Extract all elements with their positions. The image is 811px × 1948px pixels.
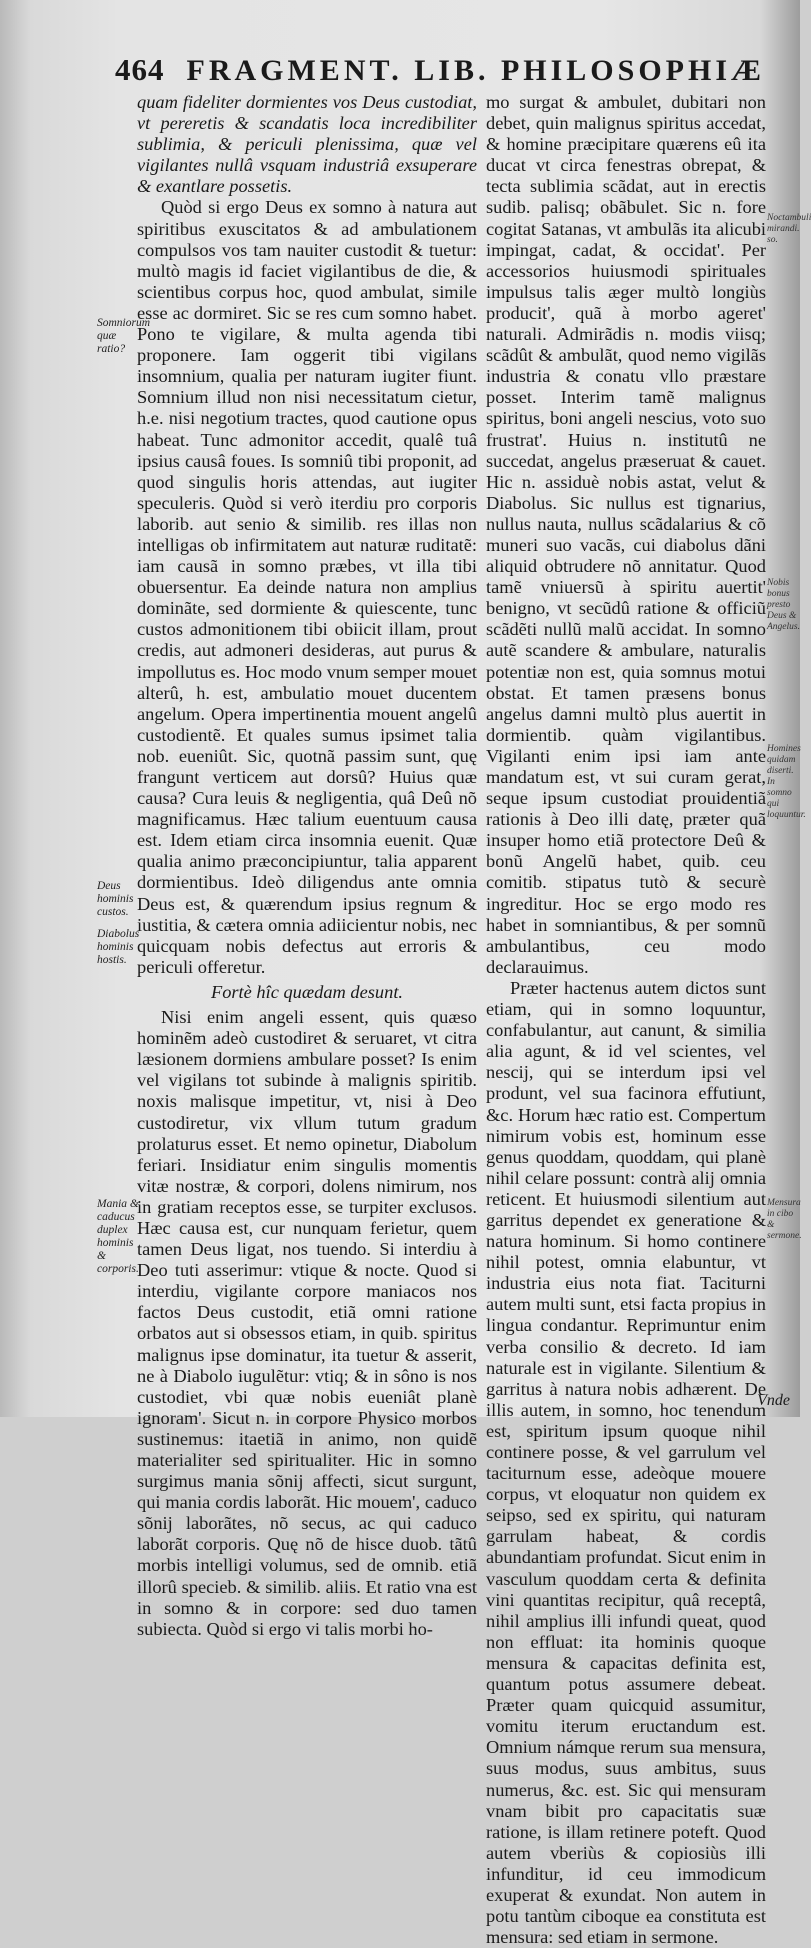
margin-note-homines-diserti: Homines quidam diserti. In somno qui loquuntur. xyxy=(767,744,806,820)
margin-note-diabolus-hostis: Diabolus hominis hostis. xyxy=(97,928,140,966)
right-text-column xyxy=(486,92,766,1948)
paragraph: quam fideliter dormientes vos Deus custodiat, vt pereretis & scandatis loca incredibiliter sublimia, & periculi plenissima, quæ vel vigilantes nullâ vsquam industriâ exsuperare & exantlare possetis. xyxy=(137,92,477,197)
margin-note-noctambuli: Noctambuli mirandi. so. xyxy=(767,213,811,245)
margin-note-mania: Mania & caducus duplex hominis & corporis. xyxy=(97,1198,139,1275)
margin-note-somniorum: Somniorum quæ ratio? xyxy=(97,317,151,355)
catchword: Vnde xyxy=(757,1392,790,1409)
paragraph: Præter hactenus autem dictos sunt etiam, qui in somno loquuntur, confabulantur, aut canunt, & similia alia agunt, & id vel scientes, vel nescij, qui se interdum ipsi vel produnt, vel sua facinora effutiunt, &c. Horum hæc ratio est. Compertum nimirum vobis est, hominum esse genus quoddam, quoddam, qui planè nihil celare possunt: contrà alij omnia reticent. Et huiusmodi silentium aut garritus dependet ex generatione & natura hominum. Si homo continere nihil potest, omnia elabuntur, vt industria eius nota fiat. Taciturni autem multi sunt, etsi facta propius in lingua condantur. Reprimuntur enim verba consilio & decreto. Id iam naturale est in vigilante. Silentium & garritus à natura nobis adhærent. De illis autem, in somno, hoc tenendum est, spiritum ipsum quoque nihil continere posse, & vel garrulum vel taciturnum esse, adeòque mouere corpus, vt eloquatur non quidem ex seipso, sed ex spiritu, qui naturam garrulam habeat, & cordis abundantiam profundat. Sicut enim in vasculum quoddam certa & definita vini quantitas recipitur, quâ receptâ, nihil amplius illi infundi queat, quod non effluat: ita hominis quoque mensura & capacitas definita est, quantum potus assumere debeat. Præter quam quicquid assumitur, vomitu iterum eructandum est. Omnium námque rerum sua mensura, suus modus, suus ambitus, suus numerus, &c. est. Sic qui mensuram vnam bibit pro capacitatis suæ ratione, is illam retinere poteft. Quod autem vberiùs & copiosiùs illi infunditur, id ceu immodicum exuperat & exundat. Non autem in potu tantùm ciboque ea constituta est mensura: sed etiam in sermone. xyxy=(486,977,766,1948)
paragraph: Nisi enim angeli essent, quis quæso hominẽm adeò custodiret & seruaret, vt citra læsionem dormiens ambulare posset? Is enim vel vigilans tot subinde à malignis spiritib. noxis malisque impetitur, vt, nisi à Deo custodiretur, vix vllum tutum gradum prolaturus esset. Et nemo opinetur, Diabolum feriari. Insidiatur enim singulis momentis vitæ nostræ, & corpori, dolens nimirum, nos in gratiam receptos esse, se turpiter exclusos. Hæc causa est, cur nunquam ferietur, quem tamen Deus ligat, nos tuendo. Si interdiu à Deo tuti asserimur: vtique & nocte. Quod si interdiu, vigilante corpore maniacos nos factos Deus custodit, etiã omni ratione orbatos aut si obsessos etiam, in quib. spiritus malignus ipse dominatur, ita tuetur & asserit, ne à Diabolo iugulẽtur: vtiq; & in sôno is nos custodiet, vbi quæ nobis eueniât planè ignoram'. Sicut n. in corpore Physico morbos sustinemus: itaetiã in animo, non quidẽ materialiter sed spiritualiter. Hic in somno surgimus mania sõnij affecti, sicut surgunt, qui mania cordis laborãt. Hic mouem', caduco sõnij laborãtes, nõ secus, ac qui caduco laborãt corporis. Quę nõ de hisce duob. tãtû morbis intelligi volumus, sed de omnib. etiã illorû specieb. & similib. aliis. Et ratio vna est in somno & in corpore: sed duo tamen subiecta. Quòd si ergo vi talis morbi ho- xyxy=(137,1007,477,1639)
paragraph: mo surgat & ambulet, dubitari non debet, quin malignus spiritus accedat, & homine præcipitare quærens eû ita ducat vt circa fenestras obrepat, & tecta sublimia scãdat, aut in erectis sudib. palisq; obãbulet. Sic n. fore cogitat Satanas, vt ambulãs ita alicubi impingat, cadat, & occidat'. Per accessorios huiusmodi spirituales impulsus talis æger multò longiùs producit', quã à morbo ageret' naturali. Admirãdis n. modis viisq; scãdût & ambulãt, quod nemo vigilãs industria & conatu vllo præstare posset. Interim tamẽ malignus spiritus, boni angeli nescius, voto suo frustrat'. Huius n. institutû ne succedat, angelus præseruat & cauet. Hic n. assiduè nobis astat, velut & Diabolus. Sic nullus est tignarius, nullus nauta, nullus scãdalarius & cõ muneri suo vacãs, cui diabolus dãni aliquid obtrudere nõ annitatur. Quod tamẽ vniuersũ à spiritu auertit' benigno, vt secũdû ratione & officiũ scãdẽti nullũ malũ accidat. In somno autẽ scandere & ambulare, naturalis potentiæ non est, quia somnus motui obstat. Et tamen præsens bonus angelus damni multò plus auertit in dormientib. quàm vigilantibus. Vigilanti enim ipsi iam ante mandatum est, vt sui curam gerat, seque ipsum custodiat prouidentiã rationis à Deo illi datę, præter quã insuper homo etiã protectore Deû & bonũ Angelũ habet, quib. ceu comitib. stipatus tutò & securè ingreditur. Hoc se ergo modo res habet in somniantibus, & per somnũ ambulantibus, ceu modo declarauimus. xyxy=(486,92,766,977)
left-text-column xyxy=(137,92,477,1640)
page-header xyxy=(115,52,775,92)
paragraph: Quòd si ergo Deus ex somno à natura aut spiritibus exuscitatos & ad ambulationem compulsos vos tam nauiter custodit & tuetur: multò magis id faciet vigilantibus de die, & scientibus corpus hoc, quod ambulat, simile esse ac dormiret. Sic se res cum somno habet. Pono te vigilare, & multa agenda tibi proponere. Iam oggerit tibi vigilans insomnium, qualia per naturam iugiter fiunt. Somnium illud non nisi necessitatum cietur, h.e. nisi negotium tractes, quod cautione opus habeat. Tunc admonitor accedit, qualê tuâ ipsius causâ foues. Is somniû tibi proponit, ad quod singulis horis attendas, aut iugiter speculeris. Quòd si verò iterdiu pro corporis laborib. aut senio & similib. res illas non intelligas ob infirmitatem aut naturæ ruditatẽ: iam causã in somno præbes, vt illa tibi obuersentur. Ea deinde natura non amplius dominãte, sed dormiente & quiescente, tunc custos admonitionem tibi obiicit illam, prout credis, aut admoneri desideras, aut purus & impollutus es. Hoc modo vnum semper mouet alterû, h. est, ambulatio mouet ducentem angelum. Opera impertinentia mouent angelû custodientẽ. Et quales sumus ipsimet talia nob. eueniût. Sic, quotnã passim sunt, quę frangunt verticem aut dorsû? Huius quæ causa? Cura leuis & negligentia, quâ Deû nõ magnificamus. Hæc talium euentuum causa est. Idem etiam circa insomnia euenit. Quæ qualia animo præconcipiuntur, talia apparent dormientibus. Ideò diligendus ante omnia Deus est, & quærendum ipsius regnum & iustitia, & cætera omnia adiicientur nobis, nec quicquam nobis defectus aut erroris & periculi offeretur. xyxy=(137,197,477,977)
lacuna-note: Fortè hîc quædam desunt. xyxy=(210,981,404,1002)
margin-note-bonus-angelus: Nobis bonus presto Deus & Angelus. xyxy=(767,578,800,632)
running-head: FRAGMENT. LIB. PHILOSOPHIÆ xyxy=(186,54,765,87)
margin-note-deus-custos: Deus hominis custos. xyxy=(97,880,134,918)
margin-note-mensura: Mensura in cibo & sermone. xyxy=(767,1198,802,1241)
page-number: 464 xyxy=(115,52,165,87)
